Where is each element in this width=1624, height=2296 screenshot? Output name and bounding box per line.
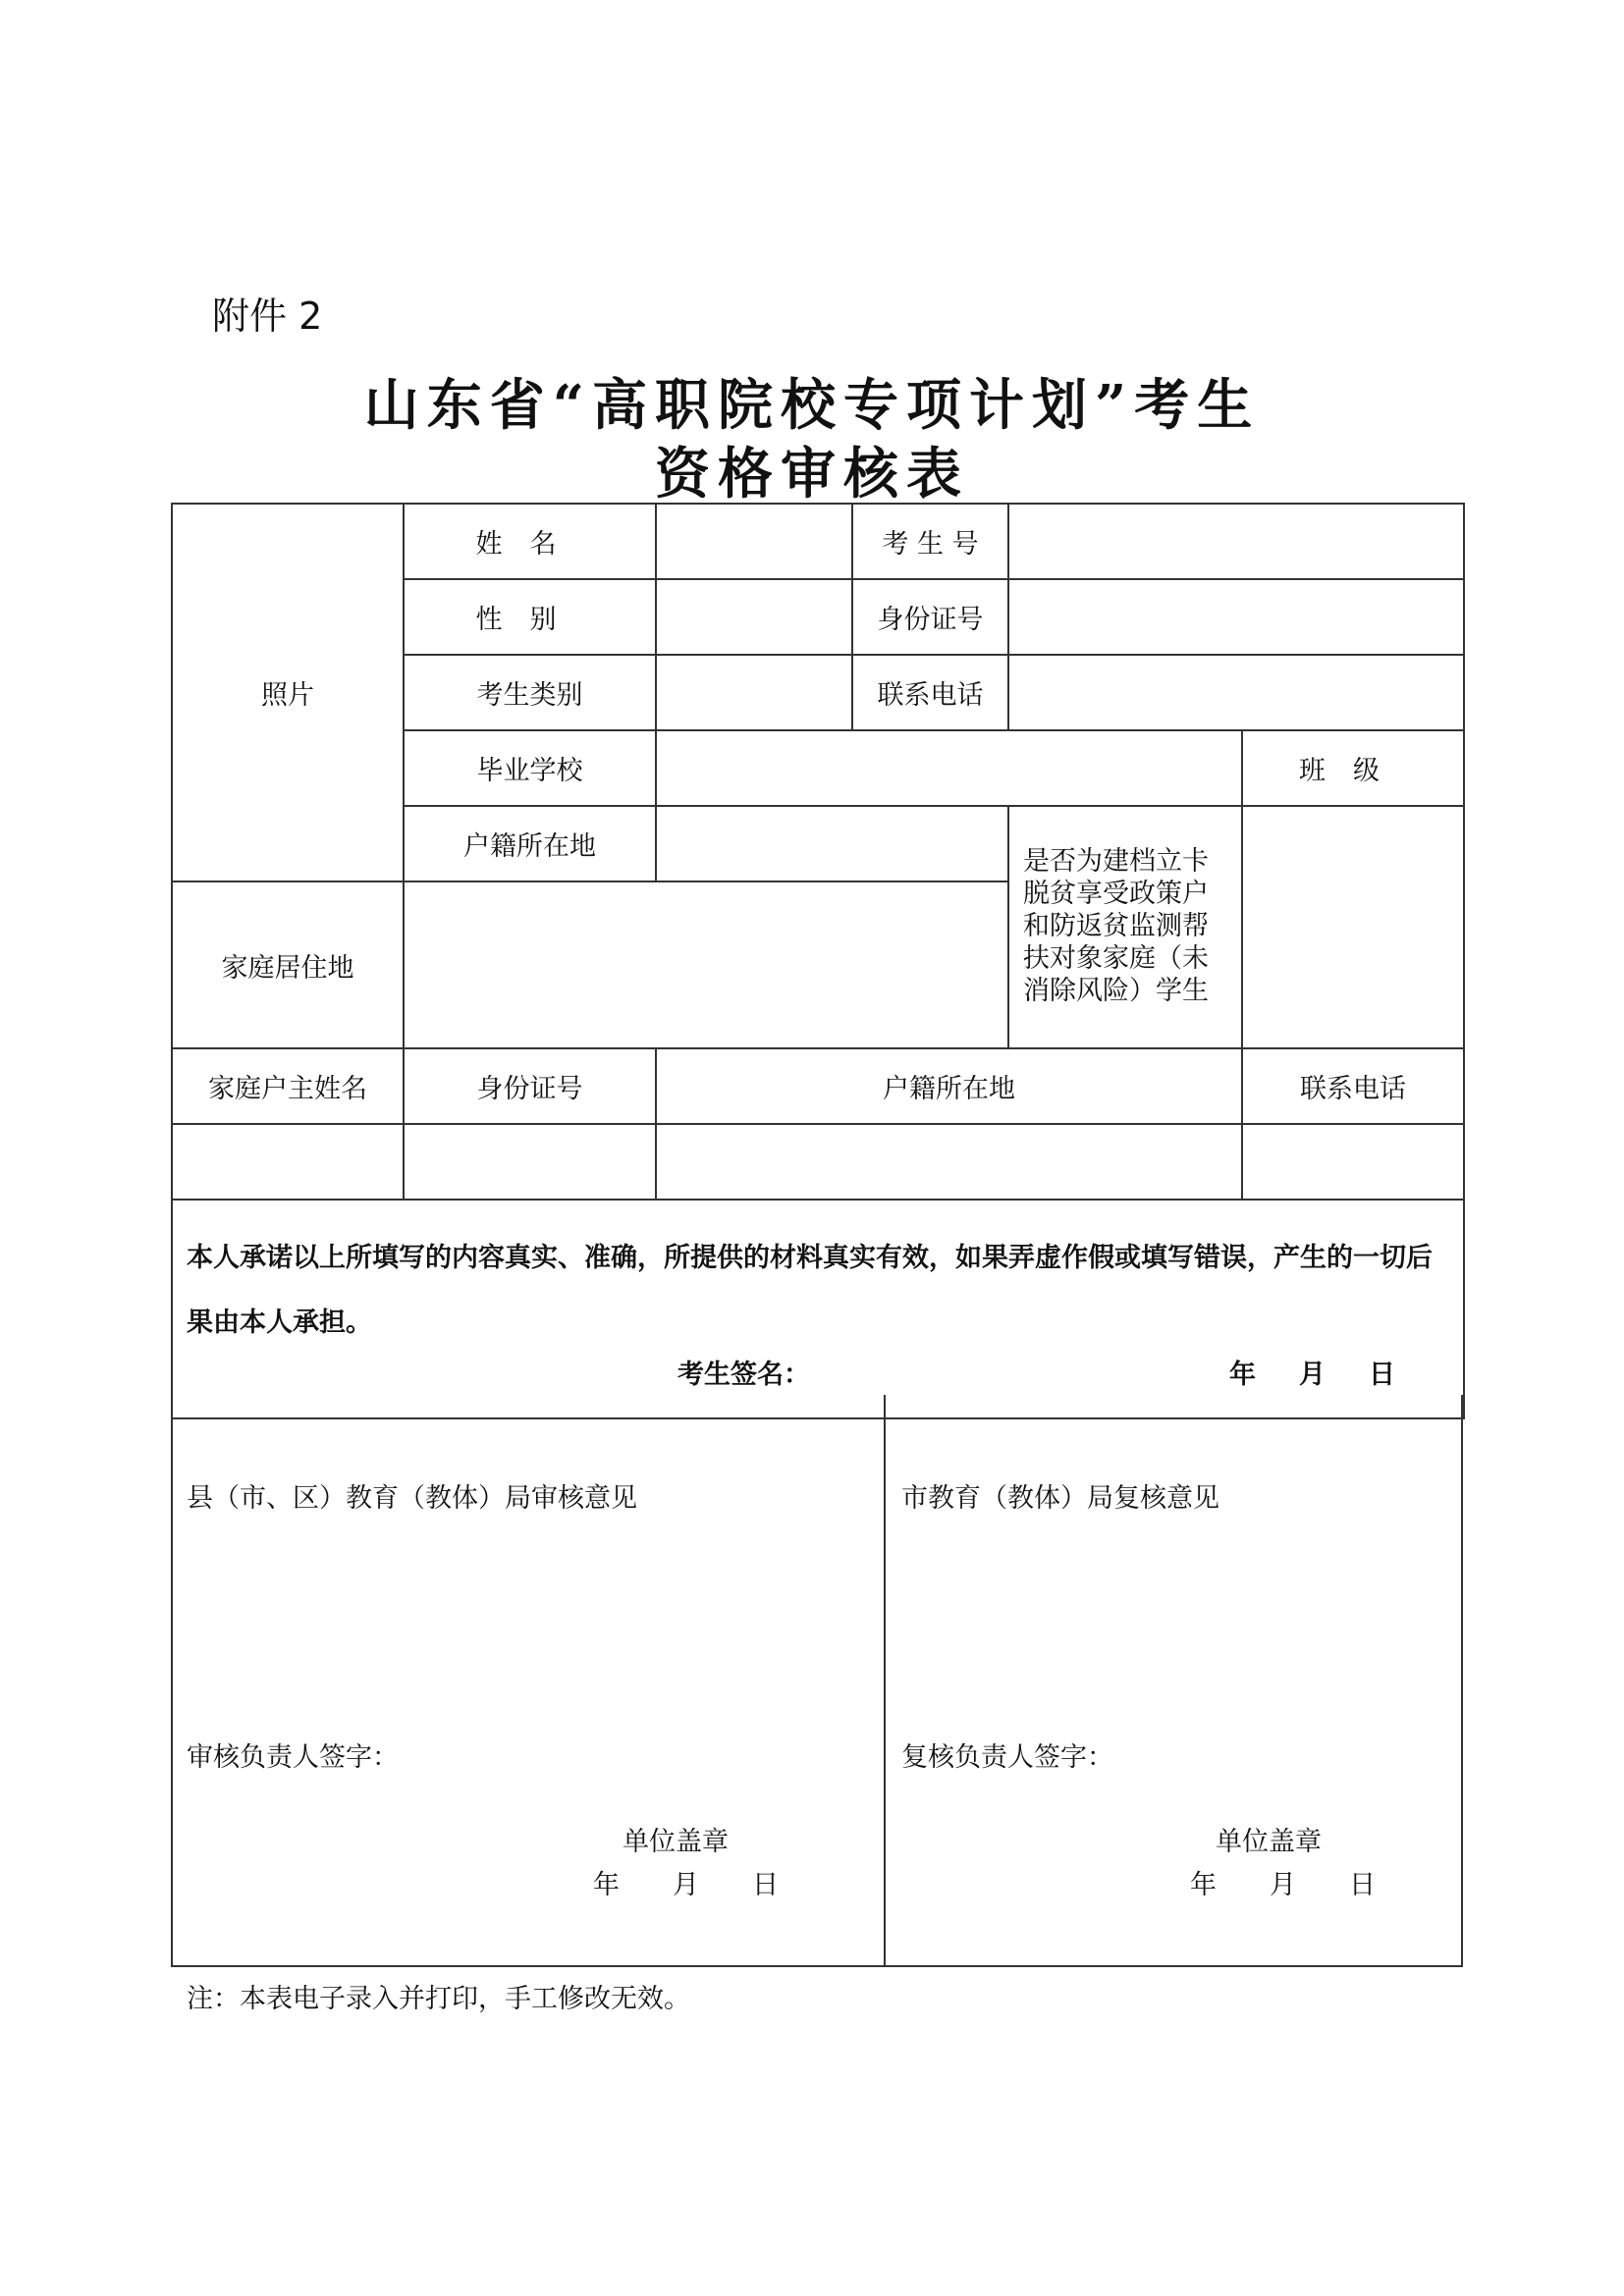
- review-divider: [884, 1395, 886, 1965]
- head-phone-label: 联系电话: [1242, 1048, 1464, 1124]
- county-review-title: 县（市、区）教育（教体）局审核意见: [187, 1483, 637, 1514]
- pledge-text: 本人承诺以上所填写的内容真实、准确，所提供的材料真实有效，如果弄虚作假或填写错误，产生的一切后果由本人承担。: [187, 1243, 1433, 1338]
- school-field[interactable]: [656, 730, 1242, 806]
- phone-field[interactable]: [1008, 655, 1464, 730]
- name-label: 姓名: [404, 504, 656, 579]
- county-seal-label: 单位盖章: [623, 1827, 729, 1857]
- phone-label: 联系电话: [852, 655, 1008, 730]
- info-table: [171, 503, 1465, 1419]
- photo-cell[interactable]: 照片: [172, 504, 404, 881]
- attachment-label: 附件 2: [212, 294, 323, 338]
- city-date: 年 月 日: [1190, 1870, 1376, 1900]
- pledge-cell: [172, 1200, 1464, 1418]
- form-title-line1: 山东省“高职院校专项计划”考生: [363, 373, 1261, 438]
- gender-field[interactable]: [656, 579, 852, 655]
- county-date: 年 月 日: [593, 1870, 779, 1900]
- category-field[interactable]: [656, 655, 852, 730]
- id-no-label: 身份证号: [852, 579, 1008, 655]
- year-label: 年: [1229, 1360, 1256, 1390]
- school-label: 毕业学校: [404, 730, 656, 806]
- head-id-field[interactable]: [404, 1124, 656, 1200]
- signature-date: [1229, 1353, 1438, 1391]
- id-no-field[interactable]: [1008, 579, 1464, 655]
- footnote: 注：本表电子录入并打印，手工修改无效。: [187, 1984, 690, 2014]
- exam-no-label: 考 生 号: [852, 504, 1008, 579]
- residence-label: 家庭居住地: [172, 881, 404, 1048]
- signature-label: 考生签名：: [677, 1360, 810, 1390]
- form-title-line2: 资格审核表: [655, 442, 969, 507]
- review-section: [171, 1395, 1463, 1967]
- month-label: 月: [1299, 1360, 1326, 1390]
- poverty-label: 是否为建档立卡脱贫享受政策户和防返贫监测帮扶对象家庭（未消除风险）学生: [1008, 806, 1242, 1048]
- category-label: 考生类别: [404, 655, 656, 730]
- gender-label: 性别: [404, 579, 656, 655]
- head-hukou-field[interactable]: [656, 1124, 1242, 1200]
- head-id-label: 身份证号: [404, 1048, 656, 1124]
- head-phone-field[interactable]: [1242, 1124, 1464, 1200]
- head-hukou-label: 户籍所在地: [656, 1048, 1242, 1124]
- name-field[interactable]: [656, 504, 852, 579]
- county-signer-label[interactable]: 审核负责人签字：: [187, 1742, 399, 1773]
- city-review-title: 市教育（教体）局复核意见: [901, 1483, 1219, 1514]
- city-seal-label: 单位盖章: [1216, 1827, 1322, 1857]
- hukou-field[interactable]: [656, 806, 1008, 881]
- day-label: 日: [1369, 1360, 1395, 1390]
- city-signer-label[interactable]: 复核负责人签字：: [901, 1742, 1113, 1773]
- hukou-label: 户籍所在地: [404, 806, 656, 881]
- household-head-field[interactable]: [172, 1124, 404, 1200]
- poverty-field[interactable]: [1242, 806, 1464, 1048]
- household-head-label: 家庭户主姓名: [172, 1048, 404, 1124]
- residence-field[interactable]: [404, 881, 1008, 1048]
- class-label: 班级: [1242, 730, 1464, 806]
- exam-no-field[interactable]: [1008, 504, 1464, 579]
